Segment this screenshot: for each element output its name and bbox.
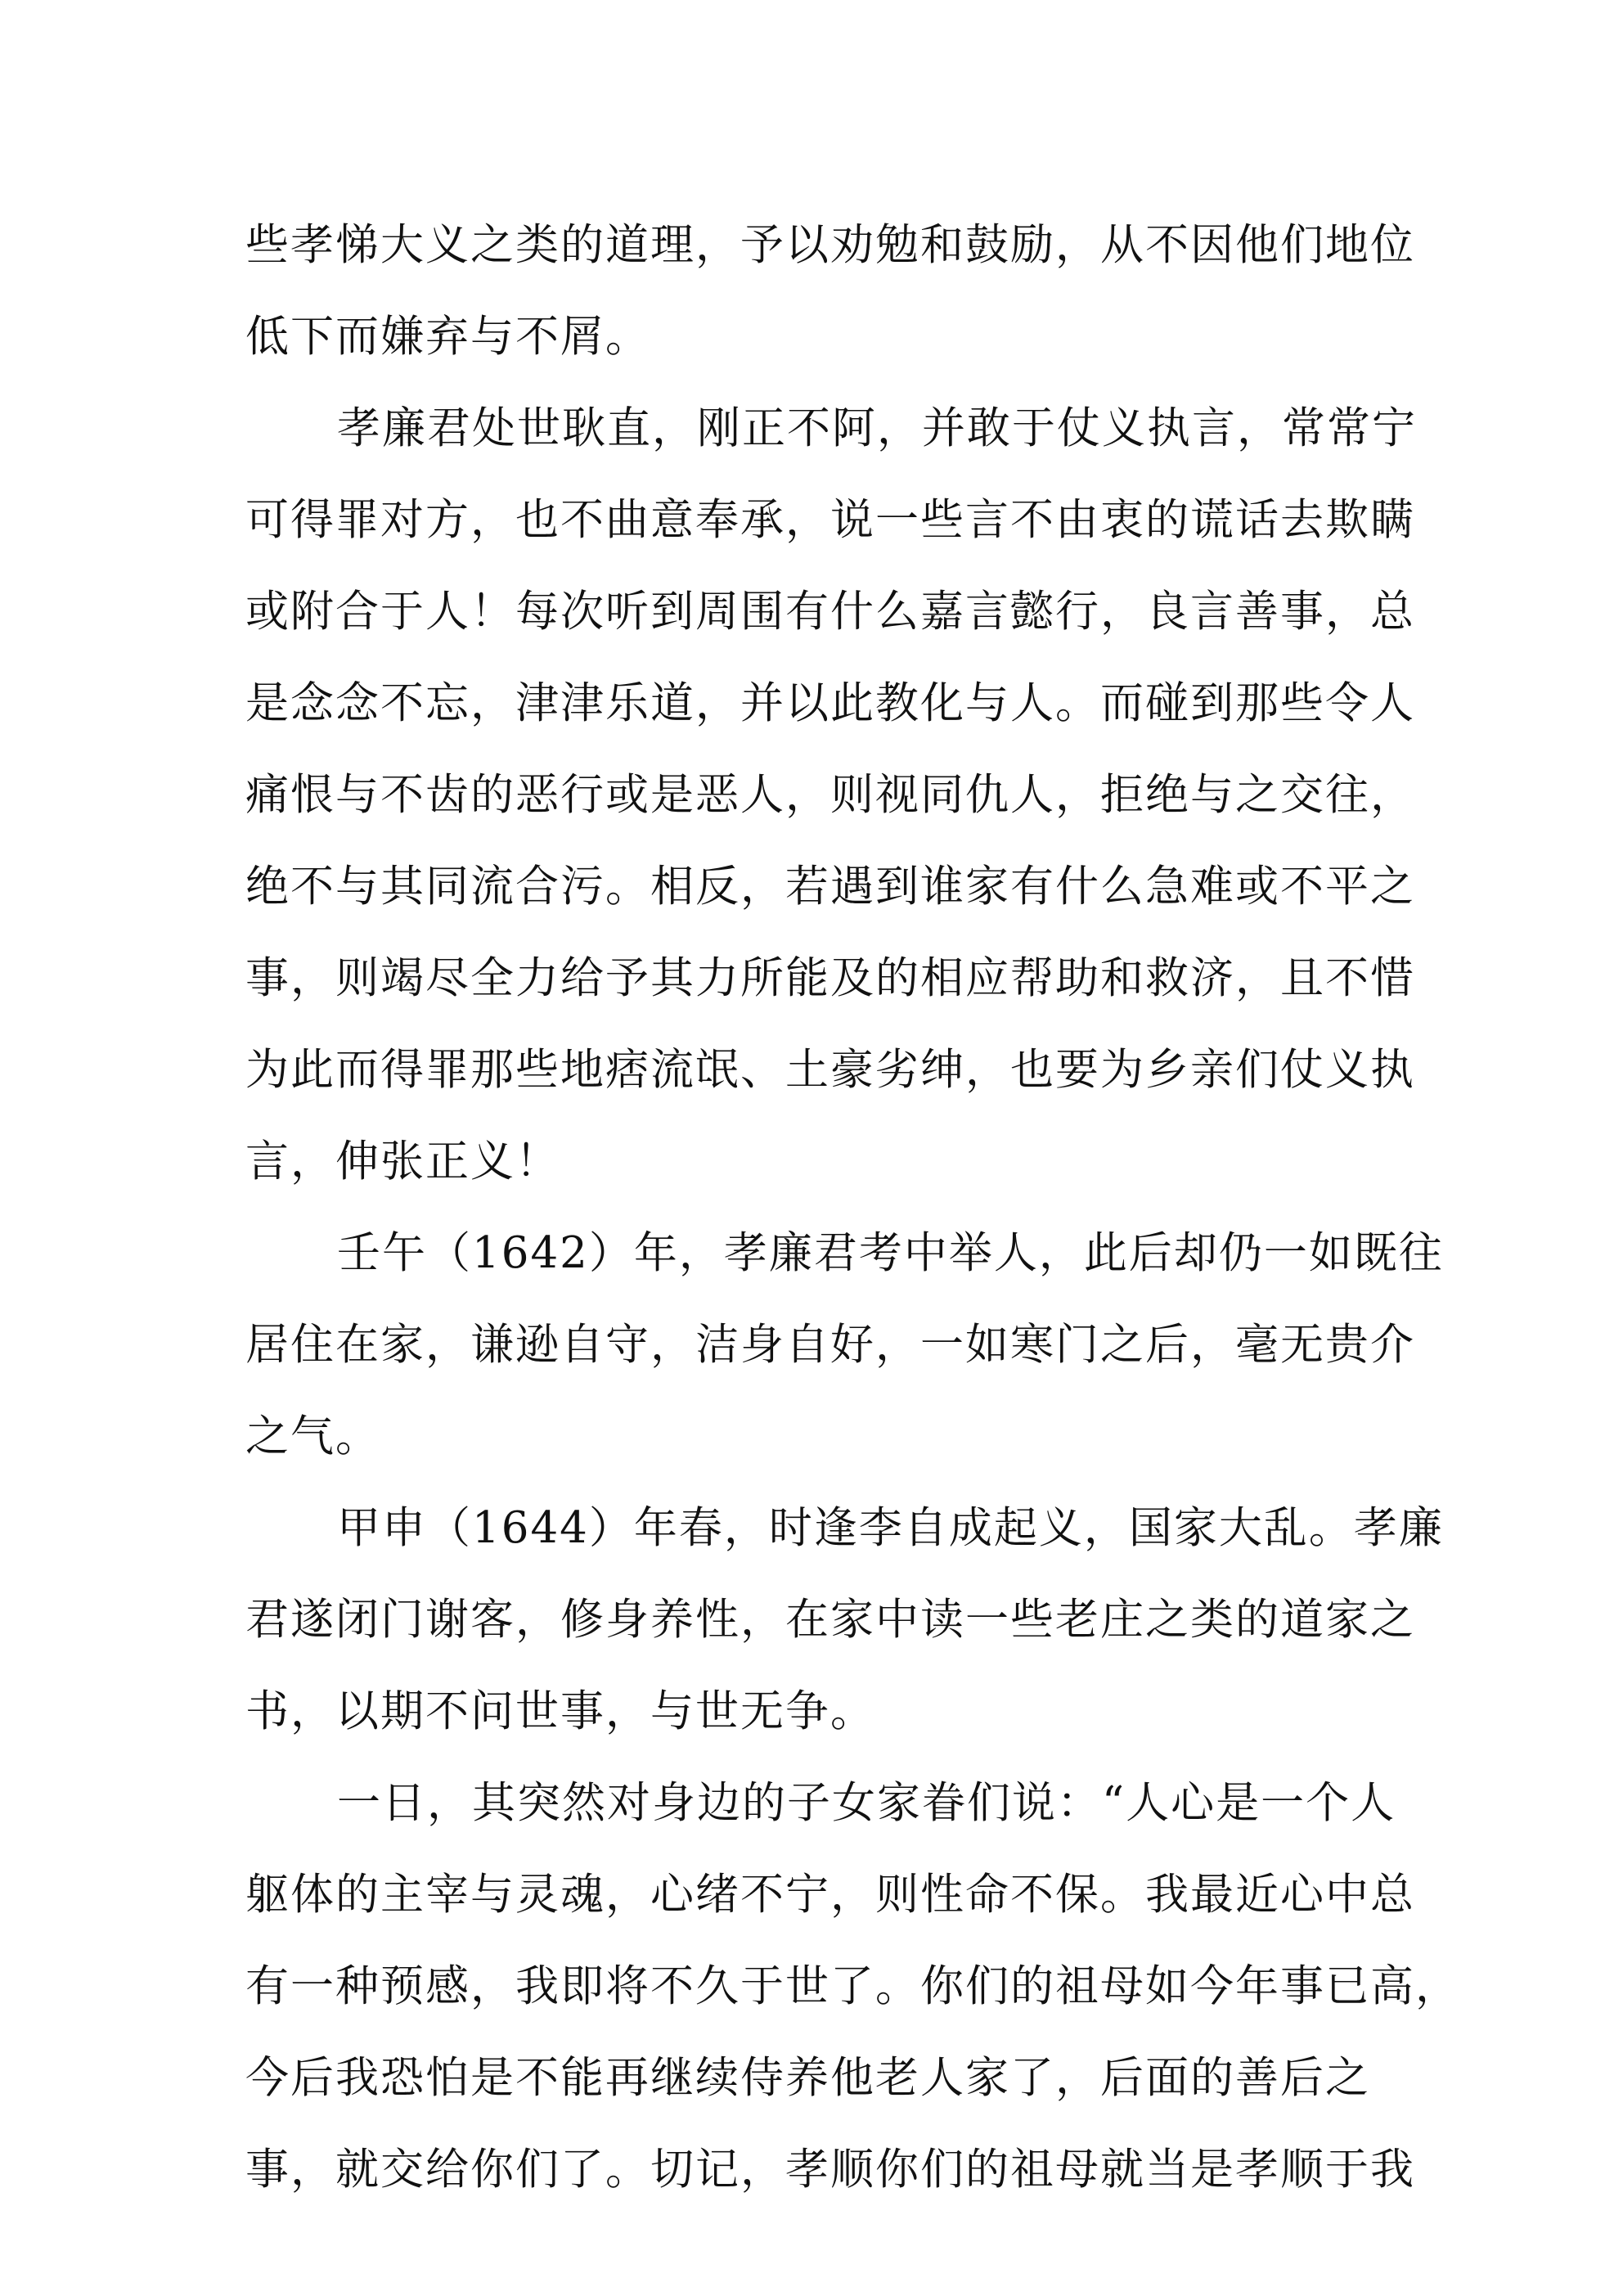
text-line: 今后我恐怕是不能再继续侍养他老人家了，后面的善后之 (245, 2053, 1370, 2103)
text-line: 躯体的主宰与灵魂，心绪不宁，则性命不保。我最近心中总 (245, 1870, 1415, 1920)
text-line: 些孝悌大义之类的道理，予以劝勉和鼓励，从不因他们地位 (245, 220, 1415, 270)
text-line: 低下而嫌弃与不屑。 (245, 312, 650, 362)
text-line: 是念念不忘，津津乐道，并以此教化与人。而碰到那些令人 (245, 678, 1415, 728)
text-line: 痛恨与不齿的恶行或是恶人，则视同仇人，拒绝与之交往， (245, 770, 1415, 820)
paragraph-start-line: 孝廉君处世耿直，刚正不阿，并敢于仗义执言，常常宁 (337, 403, 1417, 453)
paragraph-start-line: 甲申（1644）年春，时逢李自成起义，国家大乱。孝廉 (337, 1503, 1444, 1553)
text-line: 有一种预感，我即将不久于世了。你们的祖母如今年事已高， (245, 1961, 1460, 2011)
text-line: 之气。 (245, 1411, 380, 1461)
text-line: 言，伸张正义！ (245, 1137, 560, 1186)
text-line: 书，以期不问世事，与世无争。 (245, 1686, 875, 1736)
text-line: 事，则竭尽全力给予其力所能及的相应帮助和救济，且不惜 (245, 953, 1415, 1003)
text-line: 居住在家，谦逊自守，洁身自好，一如寒门之后，毫无贵介 (245, 1320, 1415, 1370)
body-text (245, 200, 1460, 2216)
text-line: 绝不与其同流合污。相反，若遇到谁家有什么急难或不平之 (245, 862, 1415, 912)
text-line: 或附合于人！每次听到周围有什么嘉言懿行，良言善事，总 (245, 587, 1415, 637)
text-line: 为此而得罪那些地痞流氓、土豪劣绅，也要为乡亲们仗义执 (245, 1045, 1415, 1095)
text-line: 可得罪对方，也不曲意奉承，说一些言不由衷的谎话去欺瞒 (245, 495, 1415, 545)
text-line: 事，就交给你们了。切记，孝顺你们的祖母就当是孝顺于我 (245, 2145, 1415, 2195)
paragraph-start-line: 一日，其突然对身边的子女家眷们说：“人心是一个人 (337, 1778, 1396, 1828)
text-line: 君遂闭门谢客，修身养性，在家中读一些老庄之类的道家之 (245, 1595, 1415, 1645)
paragraph-start-line: 壬午（1642）年，孝廉君考中举人，此后却仍一如既往 (337, 1228, 1444, 1278)
